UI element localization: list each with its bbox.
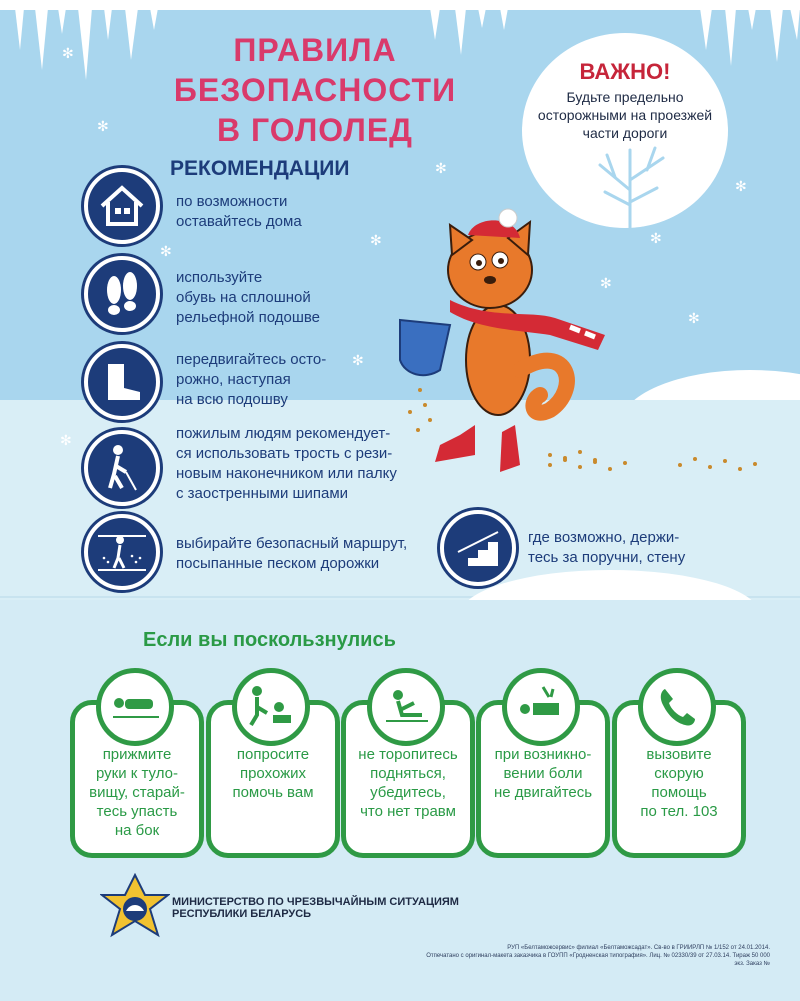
title-line: БЕЗОПАСНОСТИ (173, 72, 457, 108)
snowflake-icon: ✻ (688, 310, 700, 326)
slip-card-text (481, 745, 605, 802)
ministry-emblem-logo (100, 873, 170, 939)
snowflake-icon: ✻ (735, 178, 747, 194)
card-line: руки к туло- (96, 765, 178, 782)
tip-line: по возможности (176, 193, 288, 210)
card-line: на бок (114, 822, 160, 839)
slip-card-text (346, 745, 470, 821)
imprint-line: Отпечатано с оригинал-макета заказчика в ГОУПП «Гродненская типография». Лиц. № 02330/39 от 27.03.14. Тираж 50 000 экз. Заказ № (426, 953, 770, 967)
tip-line: с заостренными шипами (176, 485, 349, 502)
snowflake-icon: ✻ (160, 243, 172, 259)
ministry-line: МИНИСТЕРСТВО ПО ЧРЕЗВЫЧАЙНЫМ СИТУАЦИЯМ (172, 896, 459, 908)
card-line: не торопитесь (358, 746, 458, 763)
sand-trail-decoration (540, 445, 770, 485)
card-line: попросите (236, 746, 310, 763)
card-line: помощь (651, 784, 707, 801)
tip-line: на всю подошву (176, 391, 288, 408)
ministry-name (172, 896, 459, 920)
tip-text (528, 528, 685, 568)
pain-icon (502, 668, 580, 746)
tip-line: ся использовать трость с рези- (176, 445, 393, 462)
ask-help-icon (232, 668, 310, 746)
title-line: В ГОЛОЛЕД (217, 112, 413, 148)
card-line: при возникно- (494, 746, 592, 763)
elderly-cane-icon (84, 430, 160, 506)
card-line: тесь упасть (96, 803, 178, 820)
tip-line: рельефной подошве (176, 309, 321, 326)
tip-line: посыпанные песком дорожки (176, 555, 380, 572)
imprint-line: РУП «Белтаможсервис» филиал «Белтаможсадат». Св-во в ГРИИРЛП № 1/152 от 24.01.2014. (507, 945, 770, 951)
tip-line: где возможно, держи- (528, 529, 680, 546)
tip-line: пожилым людям рекомендует- (176, 425, 391, 442)
sanded-path-icon (84, 514, 160, 590)
card-line: убедитесь, (370, 784, 446, 801)
card-line: что нет травм (360, 803, 456, 820)
tip-line: новым наконечником или палку (176, 465, 397, 482)
card-line: по тел. 103 (640, 803, 718, 820)
snowflake-icon: ✻ (435, 160, 447, 176)
tip-line: рожно, наступая (176, 371, 291, 388)
print-imprint (420, 944, 770, 968)
slip-card-text (75, 745, 199, 840)
snowflake-icon: ✻ (62, 45, 74, 61)
card-line: подняться, (370, 765, 446, 782)
snowflake-icon: ✻ (352, 352, 364, 368)
ministry-line: РЕСПУБЛИКИ БЕЛАРУСЬ (172, 908, 312, 920)
slip-heading: Если вы поскользнулись (143, 629, 396, 651)
card-line: прохожих (239, 765, 307, 782)
card-line: скорую (654, 765, 704, 782)
card-line: прижмите (102, 746, 172, 763)
recommendations-heading: РЕКОМЕНДАЦИИ (170, 157, 350, 180)
tip-text (176, 192, 302, 232)
tip-text (176, 268, 320, 328)
tip-text (176, 350, 326, 410)
card-line: не двигайтесь (493, 784, 593, 801)
important-title: ВАЖНО! (579, 59, 671, 84)
sit-up-icon (367, 668, 445, 746)
cat-illustration (380, 200, 610, 480)
card-line: вищу, старай- (89, 784, 185, 801)
phone-icon (638, 668, 716, 746)
tip-line: тесь за поручни, стену (528, 549, 686, 566)
slip-card-text (617, 745, 741, 821)
snowflake-icon: ✻ (650, 230, 662, 246)
tip-line: выбирайте безопасный маршрут, (176, 535, 408, 552)
important-text: Будьте предельно осторожными на проезжей части дороги (537, 89, 713, 141)
boot-icon (84, 344, 160, 420)
tip-line: передвигайтесь осто- (176, 351, 327, 368)
snowflake-icon: ✻ (97, 118, 109, 134)
snowflake-icon: ✻ (370, 232, 382, 248)
snowflake-icon: ✻ (600, 275, 612, 291)
fall-on-side-icon (96, 668, 174, 746)
tip-line: используйте (176, 269, 263, 286)
poster-title (170, 30, 460, 150)
title-line: ПРАВИЛА (233, 32, 397, 68)
tip-line: обувь на сплошной (176, 289, 311, 306)
tip-text (176, 424, 397, 504)
tip-line: оставайтесь дома (176, 213, 302, 230)
card-line: вении боли (503, 765, 583, 782)
shoe-sole-icon (84, 256, 160, 332)
card-line: помочь вам (232, 784, 314, 801)
slip-card-text (211, 745, 335, 802)
card-line: вызовите (646, 746, 712, 763)
house-icon (84, 168, 160, 244)
stairs-handrail-icon (440, 510, 516, 586)
tip-text (176, 534, 407, 574)
snowflake-icon: ✻ (60, 432, 72, 448)
